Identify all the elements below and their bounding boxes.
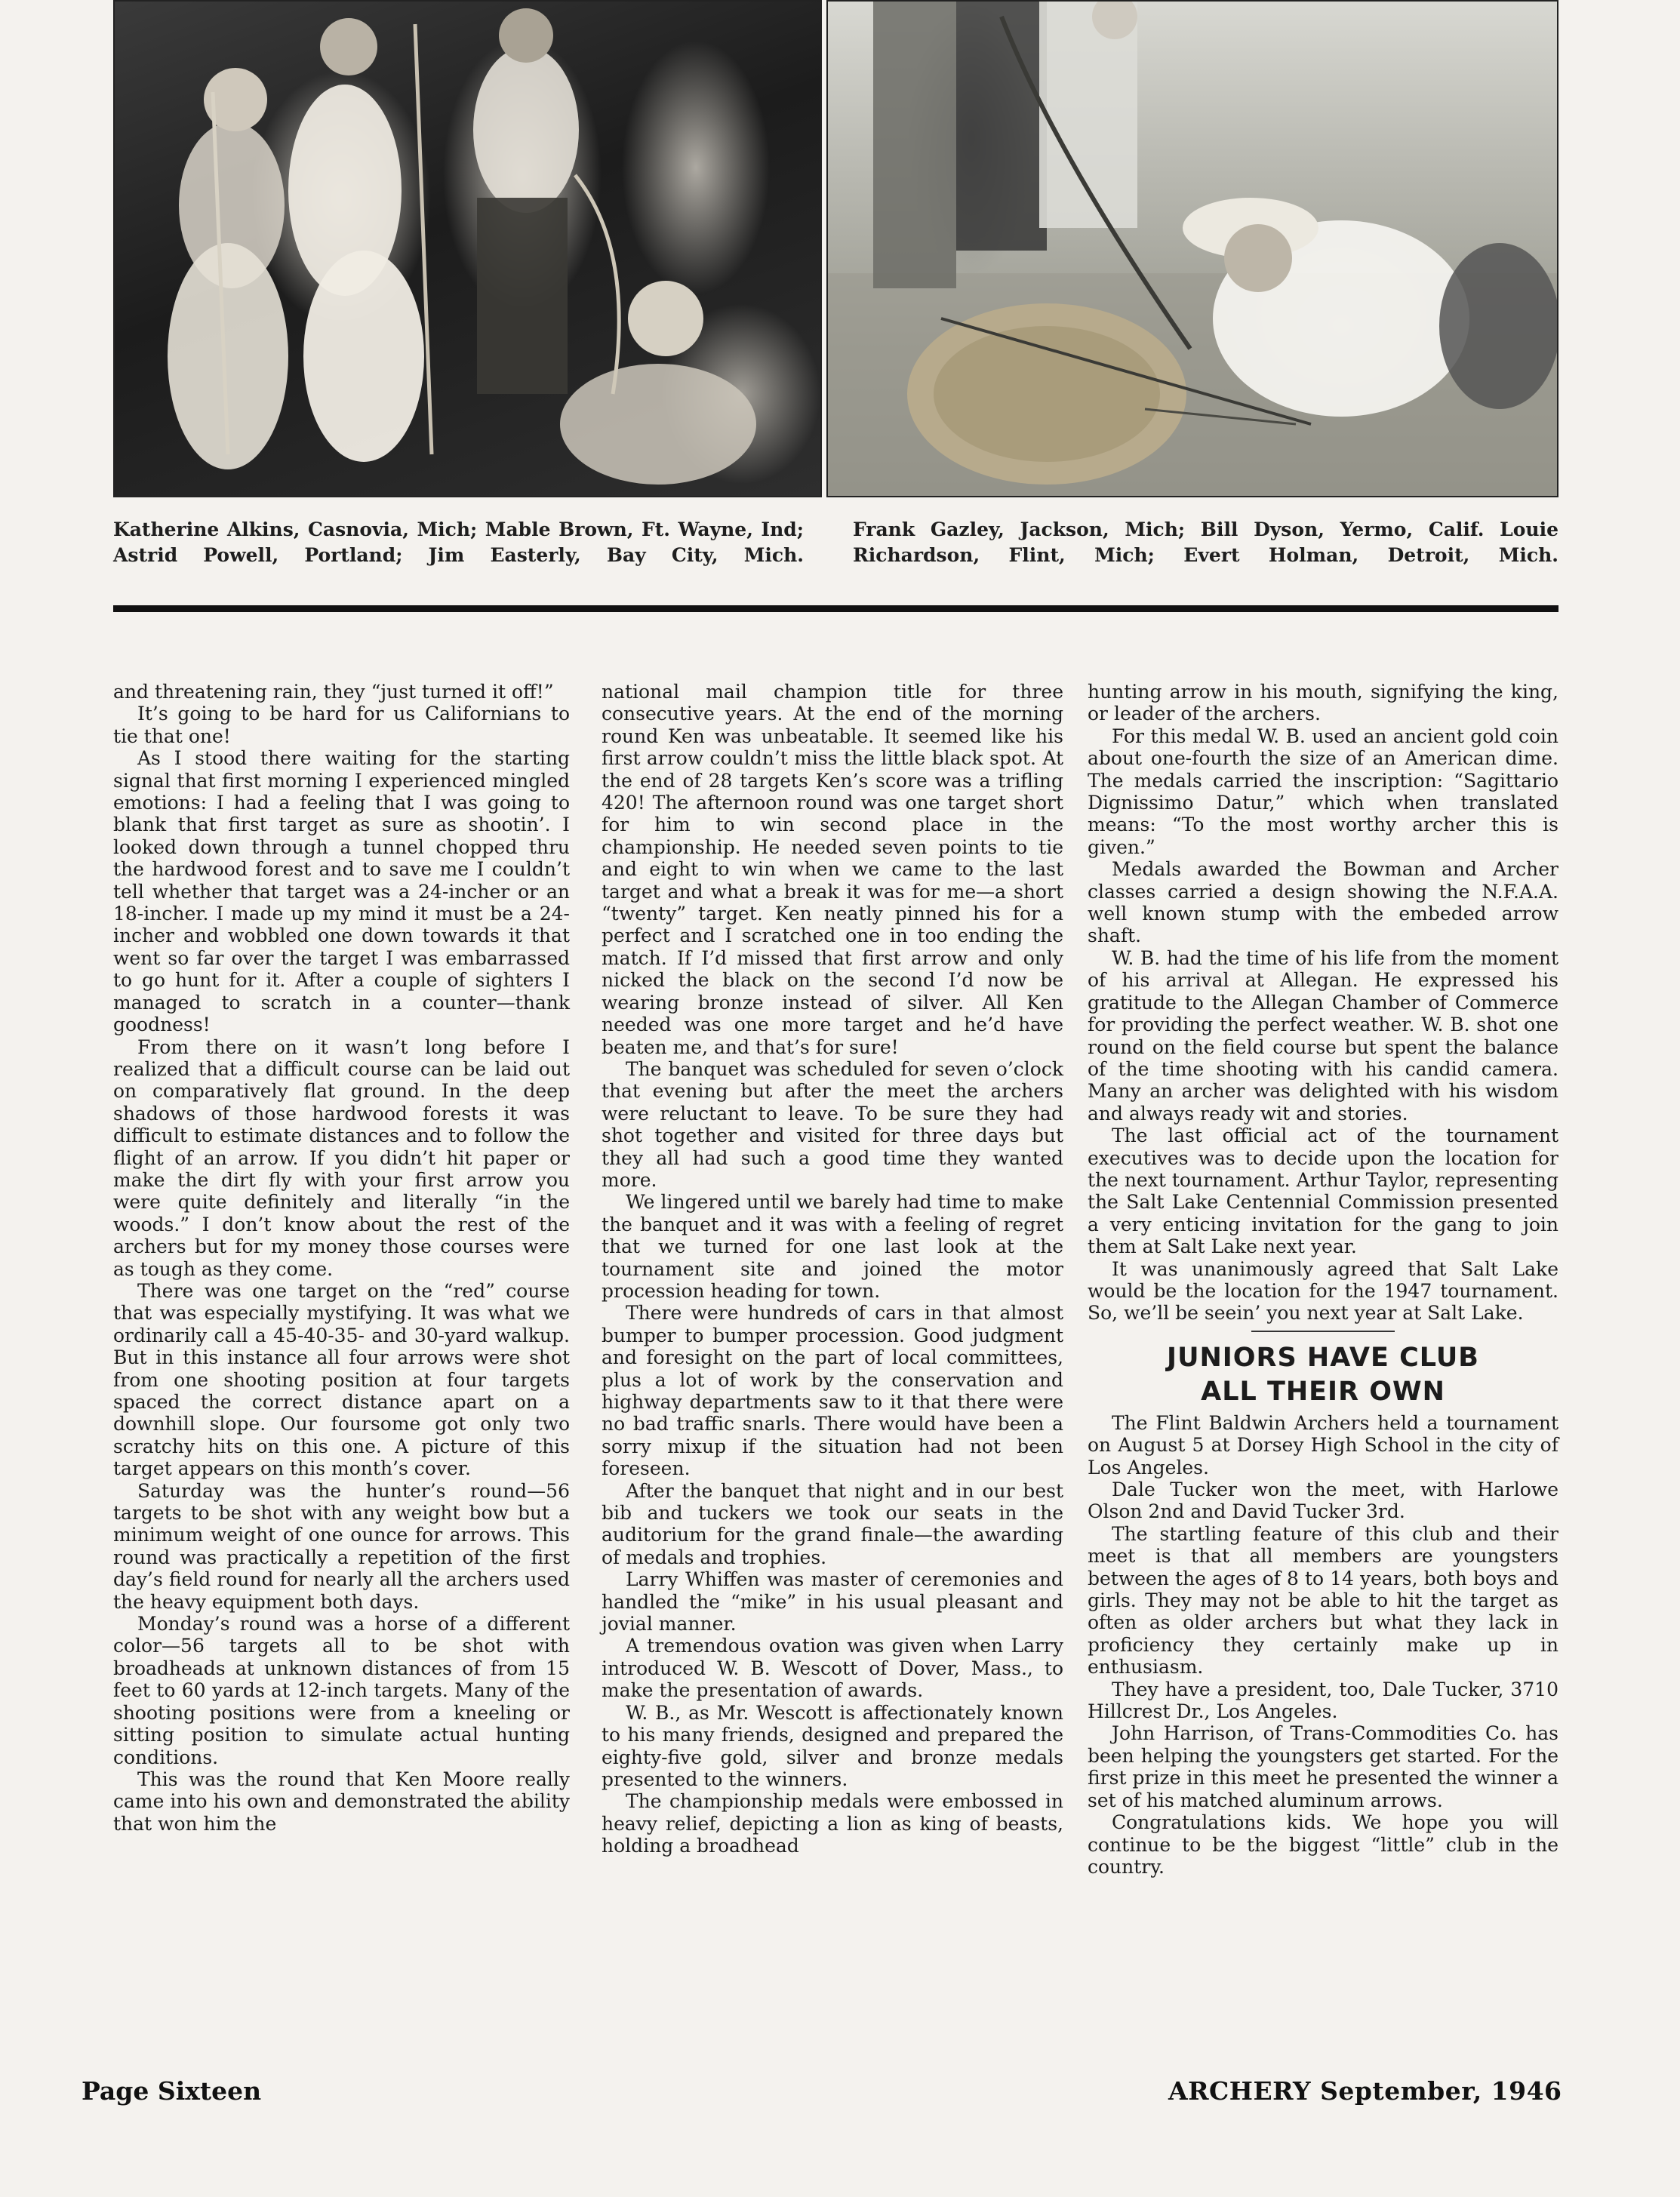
sidebar-paragraph: The Flint Baldwin Archers held a tournament on August 5 at Dorsey High School in the city of Los Angeles. xyxy=(1088,1411,1558,1479)
sidebar-paragraph: Dale Tucker won the meet, with Harlowe Olson 2nd and David Tucker 3rd. xyxy=(1088,1479,1558,1523)
paragraph: W. B. had the time of his life from the moment of his arrival at Allegan. He expressed his gratitude to the Allegan Chamber of Commerce for providing the perfect weather. W. B. shot one round on the field course but spent the balance of the time shooting with his candid camera. Many an archer was delighted with his wisdom and always ready wit and stories. xyxy=(1088,946,1558,1125)
paragraph: The banquet was scheduled for seven o’clock that evening but after the meet the archers were reluctant to leave. To be sure they had shot together and visited for three days but they all had such a good time they wanted more. xyxy=(602,1057,1063,1191)
paragraph: For this medal W. B. used an ancient gold coin about one-fourth the size of an American dime. The medals carried the inscription: “Sagittario Dignissimo Datur,” which when translated means: “To the most worthy archer this is given.” xyxy=(1088,725,1558,858)
paragraph: Larry Whiffen was master of ceremonies and handled the “mike” in his usual pleasant and jovial manner. xyxy=(602,1568,1063,1635)
article-end-divider xyxy=(1251,1331,1395,1332)
paragraph: It’s going to be hard for us Californians to tie that one! xyxy=(113,703,570,747)
photo-archers-at-target xyxy=(826,0,1558,497)
photo-caption-left: Katherine Alkins, Casnovia, Mich; Mable Brown, Ft. Wayne, Ind; Astrid Powell, Portland; Jim Easterly, Bay City, Mich. xyxy=(113,518,804,566)
article-column-1 xyxy=(113,681,570,1835)
sidebar-headline-line-1: JUNIORS HAVE CLUB xyxy=(1167,1342,1479,1373)
paragraph: This was the round that Ken Moore really came into his own and demonstrated the ability that won him the xyxy=(113,1768,570,1835)
paragraph: Saturday was the hunter’s round—56 targets to be shot with any weight bow but a minimum weight of one ounce for arrows. This round was practically a repetition of the first day’s field round for nearly all the archers used the heavy equipment both days. xyxy=(113,1479,570,1613)
sidebar-headline xyxy=(1088,1341,1558,1409)
paragraph: There were hundreds of cars in that almost bumper to bumper procession. Good judgment and foresight on the part of local committees, plus a lot of work by the conservation and highway departments saw to it that there were no bad traffic snarls. There would have been a sorry mixup if the situation had not been foreseen. xyxy=(602,1302,1063,1480)
section-divider-rule xyxy=(113,605,1558,612)
sidebar-paragraph: They have a president, too, Dale Tucker, 3710 Hillcrest Dr., Los Angeles. xyxy=(1088,1678,1558,1723)
paragraph: The championship medals were embossed in heavy relief, depicting a lion as king of beasts, holding a broadhead xyxy=(602,1790,1063,1857)
paragraph: There was one target on the “red” course that was especially mystifying. It was what we ordinarily call a 45-40-35- and 30-yard walkup. But in this instance all four arrows were shot from one shooting position at four targets spaced the correct distance apart on a downhill slope. Our foursome got only two scratchy hits on this one. A picture of this target appears on this month’s cover. xyxy=(113,1279,570,1480)
paragraph: Medals awarded the Bowman and Archer classes carried a design showing the N.F.A.A. well known stump with the embeded arrow shaft. xyxy=(1088,858,1558,947)
paragraph: national mail champion title for three consecutive years. At the end of the morning round Ken was unbeatable. It seemed like his first arrow couldn’t miss the little black spot. At the end of 28 targets Ken’s score was a trifling 420! The afternoon round was one target short for him to win second place in the championship. He needed seven points to tie and eight to win when we came to the last target and what a break it was for me—a short “twenty” target. Ken neatly pinned his for a perfect and I scratched one in too ending the match. If I’d missed that first arrow and only nicked the black on the second I’d now be wearing bronze instead of silver. All Ken needed was one more target and he’d have beaten me, and that’s for sure! xyxy=(602,681,1063,1058)
publication-issue: ARCHERY September, 1946 xyxy=(1168,2076,1562,2106)
paragraph: A tremendous ovation was given when Larry introduced W. B. Wescott of Dover, Mass., to make the presentation of awards. xyxy=(602,1635,1063,1702)
paragraph: and threatening rain, they “just turned it off!” xyxy=(113,681,554,703)
paragraph: We lingered until we barely had time to make the banquet and it was with a feeling of regret that we turned for one last look at the tournament site and joined the motor procession heading for town. xyxy=(602,1191,1063,1302)
photo-caption-right: Frank Gazley, Jackson, Mich; Bill Dyson, Yermo, Calif. Louie Richardson, Flint, Mich; Evert Holman, Detroit, Mich. xyxy=(853,518,1558,566)
sidebar-headline-line-2: ALL THEIR OWN xyxy=(1201,1376,1445,1407)
paragraph: W. B., as Mr. Wescott is affectionately known to his many friends, designed and prepared the eighty-five gold, silver and bronze medals presented to the winners. xyxy=(602,1701,1063,1790)
photo-left-illustration xyxy=(115,2,820,496)
page-number: Page Sixteen xyxy=(82,2076,262,2106)
sidebar-paragraph: The startling feature of this club and their meet is that all members are youngsters between the ages of 8 to 14 years, both boys and girls. They may not be able to hit the target as often as older archers but what they lack in proficiency they certainly make up in enthusiasm. xyxy=(1088,1522,1558,1679)
article-column-2 xyxy=(602,681,1063,1857)
paragraph: As I stood there waiting for the starting signal that first morning I experienced mingled emotions: I had a feeling that I was going to blank that first target as sure as shootin’. I looked down through a tunnel chopped thru the hardwood forest and to save me I couldn’t tell whether that target was a 24-incher or an 18-incher. I made up my mind it must be a 24-incher and wobbled one down towards it that went so far over the target I was embarrassed to go hunt for it. After a couple of sighters I managed to scratch in a counter—thank goodness! xyxy=(113,747,570,1036)
photo-right-illustration xyxy=(828,2,1557,496)
paragraph: The last official act of the tournament executives was to decide upon the location for the next tournament. Arthur Taylor, representing the Salt Lake Centennial Commission presented a very enticing invitation for the gang to join them at Salt Lake next year. xyxy=(1088,1125,1558,1258)
paragraph: hunting arrow in his mouth, signifying the king, or leader of the archers. xyxy=(1088,681,1558,725)
photo-women-archers xyxy=(113,0,822,497)
paragraph: After the banquet that night and in our best bib and tuckers we took our seats in the auditorium for the grand finale—the awarding of medals and trophies. xyxy=(602,1479,1063,1568)
paragraph: Monday’s round was a horse of a different color—56 targets all to be shot with broadheads at unknown distances of from 15 feet to 60 yards at 12-inch targets. Many of the shooting positions were from a kneeling or sitting position to simulate actual hunting conditions. xyxy=(113,1613,570,1768)
sidebar-paragraph: Congratulations kids. We hope you will continue to be the biggest “little” club in the country. xyxy=(1088,1811,1558,1878)
sidebar-paragraph: John Harrison, of Trans-Commodities Co. has been helping the youngsters get started. For the first prize in this meet he presented the winner a set of his matched aluminum arrows. xyxy=(1088,1722,1558,1811)
article-column-3 xyxy=(1088,681,1558,1878)
paragraph: It was unanimously agreed that Salt Lake would be the location for the 1947 tournament. So, we’ll be seein’ you next year at Salt Lake. xyxy=(1088,1257,1558,1325)
paragraph: From there on it wasn’t long before I realized that a difficult course can be laid out on comparatively flat ground. In the deep shadows of those hardwood forests it was difficult to estimate distances and to follow the flight of an arrow. If you didn’t hit paper or make the dirt fly with your first arrow you were quite definitely and literally “in the woods.” I don’t know about the rest of the archers but for my money those courses were as tough as they come. xyxy=(113,1035,570,1280)
